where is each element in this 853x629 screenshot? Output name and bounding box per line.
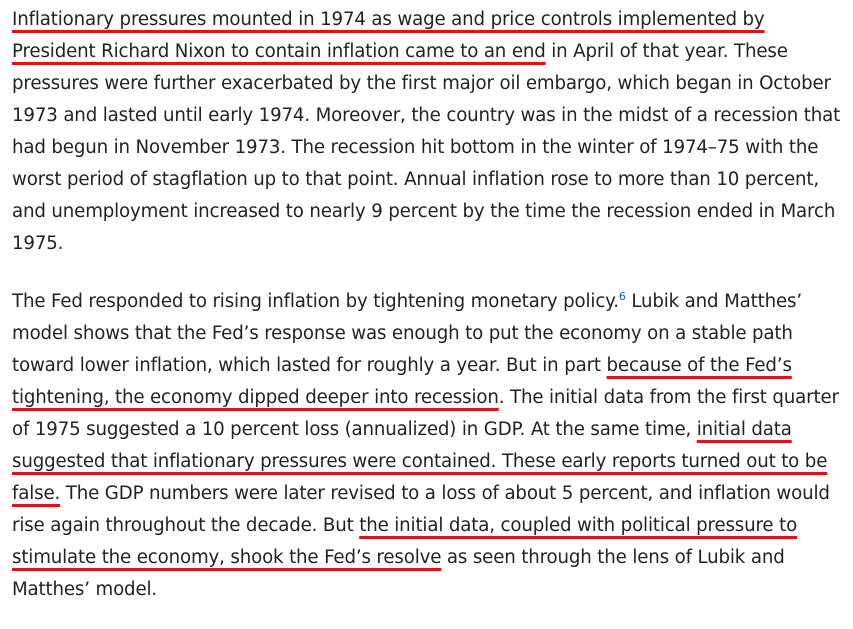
body-text: . The initial data from the first quarter of 1975 suggested a 10 percent loss (annualized) in GDP. At the same time, (12, 387, 839, 440)
article-body (12, 4, 848, 606)
body-text: as seen through the lens of Lubik and Matthes’ model. (12, 547, 785, 600)
body-text: The Fed responded to rising inflation by tightening monetary policy. (12, 291, 619, 312)
body-text: The GDP numbers were later revised to a loss of about 5 percent, and inflation would rise again throughout the decade. But (12, 483, 830, 536)
paragraph-2 (12, 286, 848, 606)
highlighted-text: the initial data, coupled with political pressure to stimulate the economy, shook the Fed’s resolve (12, 515, 798, 568)
footnote-link[interactable]: 6 (618, 289, 626, 303)
highlighted-text: initial data suggested that inflationary pressures were contained. These early reports turned out to be false. (12, 419, 828, 504)
highlighted-text: because of the Fed’s tightening, the economy dipped deeper into recession (12, 355, 792, 408)
body-text: Lubik and Matthes’ model shows that the Fed’s response was enough to put the economy on a stable path toward lower inflation, which lasted for roughly a year. But in part (12, 291, 802, 376)
highlighted-text: Inflationary pressures mounted in 1974 as wage and price controls implemented by President Richard Nixon to contain inflation came to an end (12, 9, 765, 62)
body-text: in April of that year. These pressures were further exacerbated by the first major oil embargo, which began in October 1973 and lasted until early 1974. Moreover, the country was in the midst of a recession that had begun in November 1973. The recession hit bottom in the winter of 1974–75 with the worst period of stagflation up to that point. Annual inflation rose to more than 10 percent, and unemployment increased to nearly 9 percent by the time the recession ended in March 1975. (12, 41, 841, 254)
paragraph-1 (12, 4, 848, 260)
